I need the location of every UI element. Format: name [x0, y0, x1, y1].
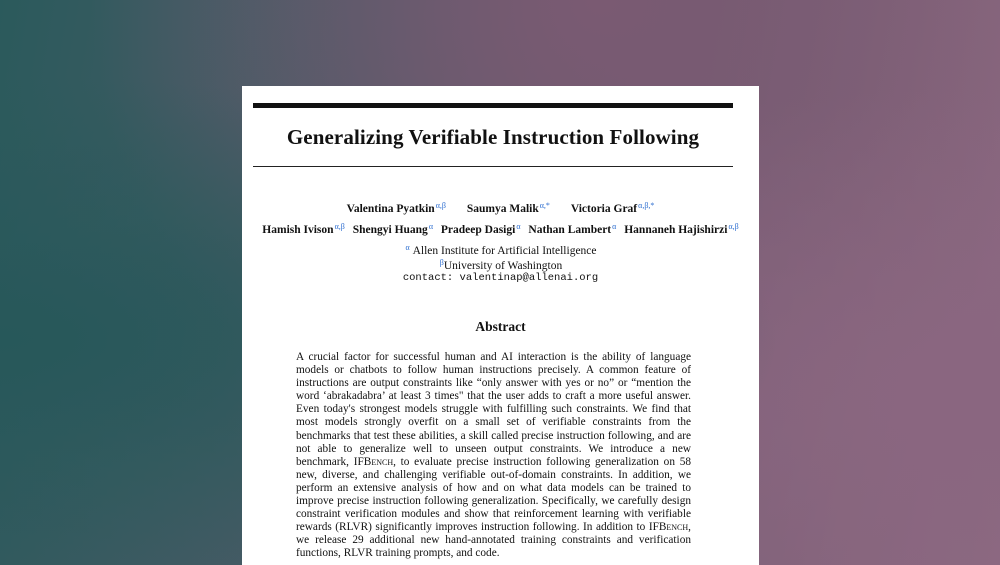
affiliation-line	[242, 258, 759, 272]
affiliation-mark: β	[439, 258, 444, 267]
author-affiliation-mark: α	[612, 222, 617, 231]
author-name: Nathan Lambert	[528, 224, 612, 236]
title-top-rule	[253, 103, 733, 108]
benchmark-name: IFBench	[353, 455, 394, 468]
author-name: Hamish Ivison	[262, 224, 334, 236]
author-name: Hannaneh Hajishirzi	[624, 224, 728, 236]
author-name: Shengyi Huang	[352, 224, 428, 236]
author-name: Valentina Pyatkin	[346, 203, 435, 215]
author-affiliation-mark: α,*	[539, 201, 550, 210]
author-affiliation-mark: α,β	[334, 222, 345, 231]
affiliation-name: Allen Institute for Artificial Intelligence	[412, 245, 597, 257]
abstract-part: A crucial factor for successful human and AI interaction is the ability of language models or chatbots to follow human instructions precisely. A common feature of instructions are output constraints like “only answer with yes or no” or “mention the word ‘abrakadabra’ at least 3 times" that the user adds to craft a more useful answer. Even today's strongest models struggle with fulfilling such constraints. We find that most models strongly overfit on a small set of verifiable constraints from the benchmarks that test these abilities, a skill called precise instruction following, and are not able to generalize well to unseen output constraints. We introduce a new benchmark,	[296, 351, 691, 468]
abstract-heading: Abstract	[475, 319, 526, 334]
affiliation-mark: α	[405, 243, 410, 252]
author-affiliation-mark: α,β	[728, 222, 739, 231]
author-name: Victoria Graf	[570, 203, 638, 215]
author-affiliation-mark: α,β,*	[638, 201, 655, 210]
author-affiliation-mark: α	[428, 222, 434, 231]
author-affiliation-mark: α,β	[435, 201, 446, 210]
title-bottom-rule	[253, 166, 733, 167]
abstract-part: , we release 29 additional new hand-annotated training constraints and verification functions, RLVR training prompts, and code.	[296, 521, 691, 560]
author-name: Saumya Malik	[466, 203, 539, 215]
paper-title: Generalizing Verifiable Instruction Following	[286, 125, 700, 149]
abstract-part: , to evaluate precise instruction following generalization on 58 new, diverse, and challenging verifiable out-of-domain constraints. In addition, we perform an extensive analysis of how and on what data models can be trained to improve precise instruction following generalization. Specifically, we carefully design constraint verification modules and show that reinforcement learning with verifiable rewards (RLVR) significantly improves instruction following. In addition to	[296, 455, 691, 534]
author-row-1	[242, 201, 759, 215]
contact-email: contact: valentinap@allenai.org	[402, 272, 599, 284]
benchmark-name: IFBench	[648, 521, 689, 534]
affiliation-name: University of Washington	[443, 260, 563, 272]
paper-page	[242, 86, 759, 565]
author-affiliation-mark: α	[516, 222, 521, 231]
affiliation-line	[242, 243, 759, 257]
author-row-2	[242, 222, 759, 236]
abstract-text	[296, 351, 691, 561]
author-name: Pradeep Dasigi	[440, 224, 516, 236]
